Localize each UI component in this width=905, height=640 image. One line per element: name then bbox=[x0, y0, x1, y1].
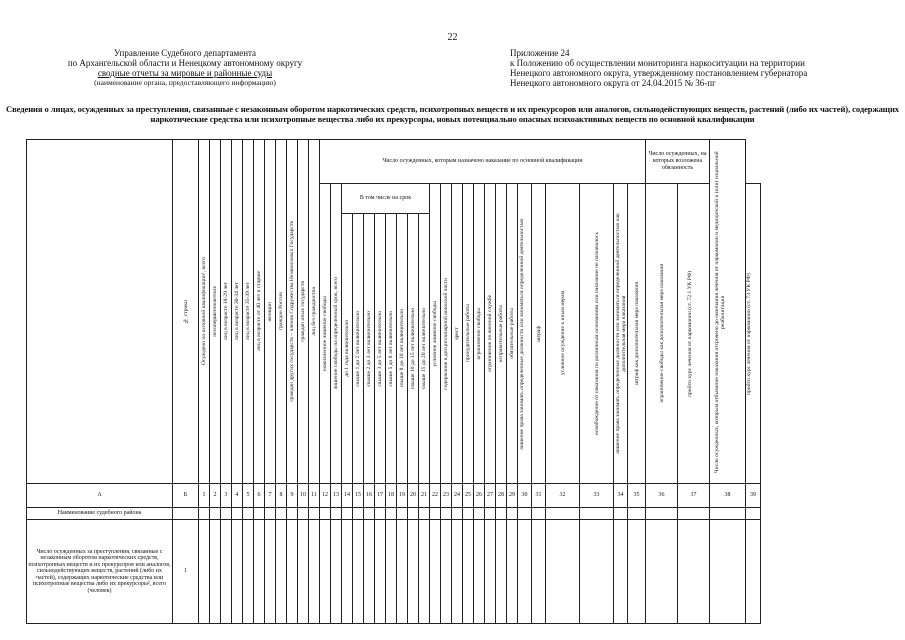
court-row-cell[interactable] bbox=[287, 508, 298, 520]
num-cell-a: А bbox=[27, 484, 173, 508]
header-arrest: арест bbox=[452, 184, 463, 484]
row-1-value-cell[interactable] bbox=[628, 520, 646, 624]
num-cell-6: 6 bbox=[254, 484, 265, 508]
court-row-cell[interactable] bbox=[320, 508, 331, 520]
court-name-row bbox=[27, 508, 761, 520]
table-row bbox=[27, 520, 761, 624]
court-row-cell[interactable] bbox=[232, 508, 243, 520]
num-cell-33: 33 bbox=[580, 484, 614, 508]
row-1-value-cell[interactable] bbox=[408, 520, 419, 624]
header-treatment-73: пройти курс лечения от наркомании (ст. 73 УК РФ) bbox=[746, 184, 761, 484]
court-row-cell[interactable] bbox=[628, 508, 646, 520]
court-row-cell[interactable] bbox=[364, 508, 375, 520]
court-row-cell[interactable] bbox=[580, 508, 614, 520]
header-disciplinary: содержание в дисциплинарной воинской части bbox=[441, 184, 452, 484]
header-age-40-plus: лиц в возрасте от 40 лет и старше bbox=[254, 140, 265, 484]
row-1-value-cell[interactable] bbox=[646, 520, 678, 624]
row-1-value-cell[interactable] bbox=[342, 520, 353, 624]
num-cell-9: 9 bbox=[287, 484, 298, 508]
num-cell-1: 1 bbox=[199, 484, 210, 508]
num-cell-13: 13 bbox=[331, 484, 342, 508]
court-row-cell[interactable] bbox=[546, 508, 580, 520]
row-1-value-cell[interactable] bbox=[746, 520, 761, 624]
header-total: Осуждено по основной квалификации¹, всего bbox=[199, 140, 210, 484]
court-row-cell[interactable] bbox=[210, 508, 221, 520]
court-row-cell[interactable] bbox=[375, 508, 386, 520]
org-line-3: сводные отчеты за мировые и районные суды bbox=[97, 68, 273, 78]
header-term-5: свыше 5 до 8 лет включительно bbox=[386, 214, 397, 484]
court-row-cell[interactable] bbox=[474, 508, 485, 520]
header-forced-labor: принудительные работы bbox=[463, 184, 474, 484]
num-cell-29: 29 bbox=[507, 484, 518, 508]
row-1-number: 1 bbox=[173, 520, 199, 624]
row-1-value-cell[interactable] bbox=[243, 520, 254, 624]
org-line-1: Управление Судебного департамента bbox=[113, 48, 257, 58]
header-correctional: исправительные работы bbox=[496, 184, 507, 484]
row-1-value-cell[interactable] bbox=[364, 520, 375, 624]
header-stateless: лиц без гражданства bbox=[309, 140, 320, 484]
row-1-value-cell[interactable] bbox=[375, 520, 386, 624]
issuing-organization-block bbox=[40, 48, 330, 88]
header-deprivation-right: лишение права занимать определенные должности или заниматься определенной деятельностью bbox=[518, 184, 532, 484]
court-row-cell[interactable] bbox=[243, 508, 254, 520]
row-1-value-cell[interactable] bbox=[254, 520, 265, 624]
row-1-value-cell[interactable] bbox=[532, 520, 546, 624]
header-add-restriction: ограничение свободы как дополнительная мера наказания bbox=[646, 184, 678, 484]
row-1-value-cell[interactable] bbox=[353, 520, 364, 624]
row-1-label: Число осужденных за преступления, связанные с незаконным оборотом наркотических средств, психотропных веществ и их прекурсоров или аналогов, сильнодействующих веществ, растений (либо их частей), содержащих наркотические средства или психотропные вещества либо их прекурсоры², всего (человек) bbox=[27, 520, 173, 624]
num-cell-27: 27 bbox=[485, 484, 496, 508]
num-cell-39: 39 bbox=[746, 484, 761, 508]
report-table bbox=[26, 139, 761, 624]
court-row-cell[interactable] bbox=[173, 508, 199, 520]
header-age-30-34: лиц в возрасте 30-34 лет bbox=[232, 140, 243, 484]
header-imprisonment: лишение свободы на определенный срок, всего bbox=[331, 184, 342, 484]
num-cell-3: 3 bbox=[221, 484, 232, 508]
header-group-terms: В том числе на срок bbox=[342, 184, 430, 214]
num-cell-31: 31 bbox=[532, 484, 546, 508]
column-numbering-row bbox=[27, 484, 761, 508]
header-life: пожизненное лишение свободы bbox=[320, 184, 331, 484]
header-term-7: свыше 10 до 15 лет включительно bbox=[408, 214, 419, 484]
num-cell-35: 35 bbox=[628, 484, 646, 508]
num-cell-28: 28 bbox=[496, 484, 507, 508]
num-cell-8: 8 bbox=[276, 484, 287, 508]
row-1-value-cell[interactable] bbox=[287, 520, 298, 624]
num-cell-2: 2 bbox=[210, 484, 221, 508]
header-treatment-72: пройти курс лечения от наркомании (ст. 72.1 УК РФ) bbox=[678, 184, 710, 484]
header-term-6: свыше 8 до 10 лет включительно bbox=[397, 214, 408, 484]
appendix-block bbox=[510, 48, 890, 88]
header-term-2: свыше 1 до 2 лет включительно bbox=[353, 214, 364, 484]
court-row-cell[interactable] bbox=[265, 508, 276, 520]
court-row-cell[interactable] bbox=[441, 508, 452, 520]
num-cell-5: 5 bbox=[243, 484, 254, 508]
court-row-cell[interactable] bbox=[710, 508, 746, 520]
row-1-value-cell[interactable] bbox=[320, 520, 331, 624]
court-name-label: Наименование судебного района bbox=[27, 508, 173, 520]
court-row-cell[interactable] bbox=[342, 508, 353, 520]
num-cell-15: 15 bbox=[353, 484, 364, 508]
header-citizens-cis: граждан других государств – членов Содружества Независимых Государств bbox=[287, 140, 298, 484]
row-1-value-cell[interactable] bbox=[546, 520, 580, 624]
num-cell-11: 11 bbox=[309, 484, 320, 508]
row-1-value-cell[interactable] bbox=[614, 520, 628, 624]
num-cell-25: 25 bbox=[463, 484, 474, 508]
row-1-value-cell[interactable] bbox=[452, 520, 463, 624]
court-row-cell[interactable] bbox=[746, 508, 761, 520]
appendix-line-1: Приложение 24 bbox=[510, 48, 570, 58]
num-cell-16: 16 bbox=[364, 484, 375, 508]
row-1-value-cell[interactable] bbox=[710, 520, 746, 624]
org-caption: (наименование органа, предоставляющего информацию) bbox=[94, 78, 276, 87]
court-row-cell[interactable] bbox=[419, 508, 430, 520]
row-1-value-cell[interactable] bbox=[386, 520, 397, 624]
num-cell-b: Б bbox=[173, 484, 199, 508]
row-1-value-cell[interactable] bbox=[474, 520, 485, 624]
num-cell-17: 17 bbox=[375, 484, 386, 508]
row-1-value-cell[interactable] bbox=[441, 520, 452, 624]
header-age-35-39: лиц в возрасте 35-39 лет bbox=[243, 140, 254, 484]
court-row-cell[interactable] bbox=[678, 508, 710, 520]
row-1-value-cell[interactable] bbox=[518, 520, 532, 624]
num-cell-14: 14 bbox=[342, 484, 353, 508]
court-row-cell[interactable] bbox=[199, 508, 210, 520]
header-add-deprivation: лишение права занимать определенные должности или заниматься определенной деятельностью как дополнительная мера наказания bbox=[614, 184, 628, 484]
court-row-cell[interactable] bbox=[430, 508, 441, 520]
num-cell-34: 34 bbox=[614, 484, 628, 508]
header-other-measures: условное осуждение к иным мерам bbox=[546, 184, 580, 484]
num-cell-38: 38 bbox=[710, 484, 746, 508]
num-cell-24: 24 bbox=[452, 484, 463, 508]
num-cell-22: 22 bbox=[430, 484, 441, 508]
header-row-number: № строки bbox=[173, 140, 199, 484]
header-rehab: Число осужденных, которым отбывание наказания отсрочено до окончания лечения от наркомании и медицинской и (или) социальной реабилитации bbox=[710, 140, 746, 484]
row-1-value-cell[interactable] bbox=[232, 520, 243, 624]
header-citizens-ru: граждан России bbox=[276, 140, 287, 484]
num-cell-23: 23 bbox=[441, 484, 452, 508]
row-1-value-cell[interactable] bbox=[419, 520, 430, 624]
row-1-value-cell[interactable] bbox=[331, 520, 342, 624]
appendix-line-4: Ненецкого автономного округа от 24.04.2015 № 36-пг bbox=[510, 78, 716, 88]
court-row-cell[interactable] bbox=[646, 508, 678, 520]
court-row-cell[interactable] bbox=[386, 508, 397, 520]
header-fine: штраф bbox=[532, 184, 546, 484]
header-age-18-29: лиц в возрасте 18-29 лет bbox=[221, 140, 232, 484]
num-cell-7: 7 bbox=[265, 484, 276, 508]
num-cell-12: 12 bbox=[320, 484, 331, 508]
num-cell-4: 4 bbox=[232, 484, 243, 508]
num-cell-37: 37 bbox=[678, 484, 710, 508]
row-1-value-cell[interactable] bbox=[580, 520, 614, 624]
report-title: Сведения о лицах, осужденных за преступления, связанные с незаконным оборотом наркотических средств, психотропных веществ и их прекурсоров или аналогов, сильнодействующих веществ, растений (либо их частей), содержащих наркотические средства или психотропные вещества либо их прекурсоры, новых потенциально опасных психоактивных веществ по основной квалификации bbox=[6, 104, 899, 124]
row-1-value-cell[interactable] bbox=[463, 520, 474, 624]
row-1-value-cell[interactable] bbox=[496, 520, 507, 624]
court-row-cell[interactable] bbox=[331, 508, 342, 520]
court-row-cell[interactable] bbox=[397, 508, 408, 520]
header-women: женщин bbox=[265, 140, 276, 484]
num-cell-18: 18 bbox=[386, 484, 397, 508]
row-1-value-cell[interactable] bbox=[485, 520, 496, 624]
header-mil-restriction: ограничение по военной службе bbox=[485, 184, 496, 484]
header-conditional: условное лишение свободы bbox=[430, 184, 441, 484]
org-line-2: по Архангельской области и Ненецкому автономному округу bbox=[67, 58, 303, 68]
header-release: освобождение от наказания по различным основаниям или наказание не назначалось bbox=[580, 184, 614, 484]
num-cell-26: 26 bbox=[474, 484, 485, 508]
header-minors: несовершеннолетних bbox=[210, 140, 221, 484]
header-term-4: свыше 3 до 5 лет включительно bbox=[375, 214, 386, 484]
row-1-value-cell[interactable] bbox=[397, 520, 408, 624]
header-term-3: свыше 2 до 3 лет включительно bbox=[364, 214, 375, 484]
header-add-fine: штраф как дополнительная мера наказания bbox=[628, 184, 646, 484]
row-1-value-cell[interactable] bbox=[298, 520, 309, 624]
court-row-cell[interactable] bbox=[254, 508, 265, 520]
court-row-cell[interactable] bbox=[353, 508, 364, 520]
court-row-cell[interactable] bbox=[452, 508, 463, 520]
corner-cell bbox=[27, 140, 173, 484]
num-cell-10: 10 bbox=[298, 484, 309, 508]
row-1-value-cell[interactable] bbox=[507, 520, 518, 624]
row-1-value-cell[interactable] bbox=[678, 520, 710, 624]
num-cell-21: 21 bbox=[419, 484, 430, 508]
row-1-value-cell[interactable] bbox=[210, 520, 221, 624]
court-row-cell[interactable] bbox=[276, 508, 287, 520]
row-1-value-cell[interactable] bbox=[309, 520, 320, 624]
court-row-cell[interactable] bbox=[221, 508, 232, 520]
row-1-value-cell[interactable] bbox=[265, 520, 276, 624]
court-row-cell[interactable] bbox=[507, 508, 518, 520]
appendix-line-3: Ненецкого автономного округа, утвержденному постановлением губернатора bbox=[510, 68, 808, 78]
court-row-cell[interactable] bbox=[298, 508, 309, 520]
row-1-value-cell[interactable] bbox=[276, 520, 287, 624]
page-number: 22 bbox=[447, 32, 458, 43]
header-restriction: ограничение свободы bbox=[474, 184, 485, 484]
header-group-main-qualification: Число осужденных, которым назначено наказание по основной квалификации bbox=[320, 140, 646, 184]
court-row-cell[interactable] bbox=[518, 508, 532, 520]
num-cell-20: 20 bbox=[408, 484, 419, 508]
num-cell-30: 30 bbox=[518, 484, 532, 508]
header-term-1: до 1 года включительно bbox=[342, 214, 353, 484]
court-row-cell[interactable] bbox=[485, 508, 496, 520]
header-group-obliged: Число осужденных, на которых возложена обязанность bbox=[646, 140, 710, 184]
num-cell-19: 19 bbox=[397, 484, 408, 508]
num-cell-36: 36 bbox=[646, 484, 678, 508]
header-citizens-other: граждан иных государств bbox=[298, 140, 309, 484]
court-row-cell[interactable] bbox=[463, 508, 474, 520]
row-1-value-cell[interactable] bbox=[221, 520, 232, 624]
court-row-cell[interactable] bbox=[408, 508, 419, 520]
num-cell-32: 32 bbox=[546, 484, 580, 508]
court-row-cell[interactable] bbox=[532, 508, 546, 520]
row-1-value-cell[interactable] bbox=[199, 520, 210, 624]
row-1-value-cell[interactable] bbox=[430, 520, 441, 624]
header-term-8: свыше 15 до 20 лет включительно bbox=[419, 214, 430, 484]
appendix-line-2: к Положению об осуществлении мониторинга наркоситуации на территории bbox=[510, 58, 805, 68]
court-row-cell[interactable] bbox=[309, 508, 320, 520]
court-row-cell[interactable] bbox=[614, 508, 628, 520]
header-compulsory: обязательные работы bbox=[507, 184, 518, 484]
court-row-cell[interactable] bbox=[496, 508, 507, 520]
